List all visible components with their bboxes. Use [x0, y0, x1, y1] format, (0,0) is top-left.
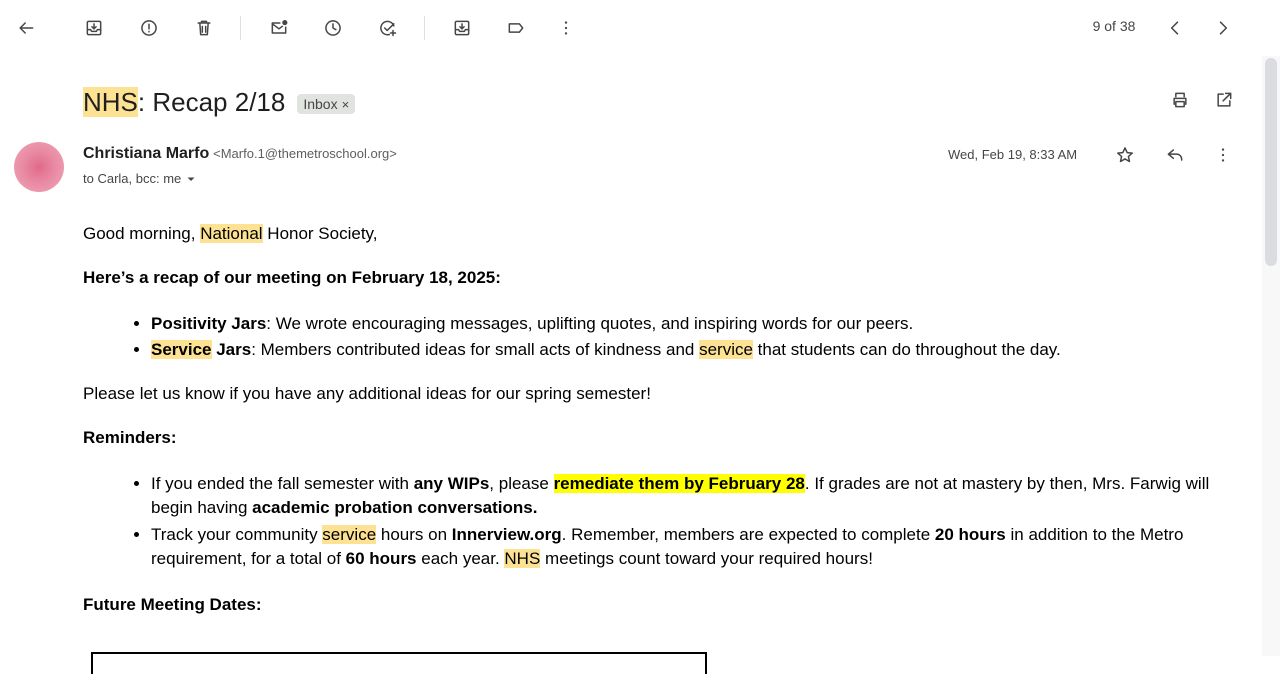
recap-list — [83, 312, 1223, 362]
next-email-icon[interactable] — [1203, 8, 1243, 48]
item-text: : Members contributed ideas for small acts of kindness and — [251, 340, 700, 359]
search-highlight: service — [699, 340, 753, 359]
item-text: : We wrote encouraging messages, uplifting quotes, and inspiring words for our peers. — [266, 314, 914, 333]
reminders-heading: Reminders: — [83, 428, 177, 447]
chevron-down-icon[interactable] — [185, 173, 197, 185]
list-item — [151, 338, 1223, 362]
sender-email: <Marfo.1@themetroschool.org> — [213, 146, 397, 161]
search-highlight: National — [200, 224, 263, 243]
item-text: Track your community — [151, 525, 323, 544]
report-spam-icon[interactable] — [129, 8, 169, 48]
more-vert-icon[interactable] — [1203, 135, 1243, 175]
search-highlight: service — [322, 525, 377, 544]
more-vert-icon[interactable] — [546, 8, 586, 48]
toolbar-divider — [424, 16, 425, 40]
back-arrow-icon[interactable] — [6, 8, 46, 48]
item-text: , please — [489, 474, 554, 493]
search-highlight: NHS — [504, 549, 541, 568]
pagination-count: 9 of 38 — [1092, 18, 1136, 34]
email-body — [83, 222, 1223, 617]
previous-email-icon[interactable] — [1155, 8, 1195, 48]
list-item — [151, 312, 1223, 336]
remove-label-icon[interactable]: × — [341, 96, 350, 112]
bold-text: Positivity Jars — [151, 314, 267, 333]
ideas-paragraph: Please let us know if you have any additional ideas for our spring semester! — [83, 384, 651, 403]
greeting-text: Good morning, — [83, 224, 201, 243]
label-text: Inbox — [303, 96, 338, 112]
item-text: in addition to the Metro requirement, for a total of — [151, 525, 1184, 568]
scrollbar-thumb[interactable] — [1265, 58, 1277, 266]
bold-text: academic probation conversations. — [252, 498, 538, 517]
item-text: If you ended the fall semester with — [151, 474, 414, 493]
bold-text: Jars — [211, 340, 252, 359]
print-icon[interactable] — [1160, 80, 1200, 120]
reminders-list — [83, 472, 1223, 571]
item-text: meetings count toward your required hours! — [540, 549, 873, 568]
bold-text: Innerview.org — [451, 525, 562, 544]
toolbar-divider — [240, 16, 241, 40]
subject-text: : Recap 2/18 — [137, 86, 286, 117]
mark-unread-icon[interactable] — [259, 8, 299, 48]
item-text: hours on — [376, 525, 452, 544]
add-task-icon[interactable] — [368, 8, 408, 48]
greeting-text: Honor Society, — [262, 224, 378, 243]
delete-icon[interactable] — [184, 8, 224, 48]
label-icon[interactable] — [496, 8, 536, 48]
message-toolbar — [0, 0, 1262, 56]
item-text: each year. — [416, 549, 505, 568]
yellow-highlight: remediate them by February 28 — [553, 474, 805, 493]
recap-heading: Here’s a recap of our meeting on February 18, 2025: — [83, 268, 501, 287]
sender-name[interactable]: Christiana Marfo — [83, 145, 210, 162]
bold-text: any WIPs — [413, 474, 490, 493]
reply-icon[interactable] — [1155, 135, 1195, 175]
item-text: . Remember, members are expected to complete — [561, 525, 935, 544]
meeting-dates-table — [91, 652, 707, 674]
greeting — [83, 222, 1223, 246]
future-meetings-heading: Future Meeting Dates: — [83, 595, 262, 614]
bold-text: 20 hours — [934, 525, 1006, 544]
star-icon[interactable] — [1105, 135, 1145, 175]
archive-icon[interactable] — [74, 8, 114, 48]
item-text: that students can do throughout the day. — [752, 340, 1061, 359]
item-text: . If grades are not at mastery by then, Mrs. Farwig will begin having — [151, 474, 1210, 517]
subject-row — [83, 82, 355, 122]
sender-info — [83, 145, 397, 163]
list-item — [151, 472, 1223, 520]
list-item — [151, 523, 1223, 571]
inbox-label-chip[interactable] — [297, 94, 355, 114]
move-to-icon[interactable] — [442, 8, 482, 48]
search-highlight: NHS — [83, 86, 138, 117]
search-highlight: Service — [151, 340, 212, 359]
recipients-text: to Carla, bcc: me — [83, 171, 182, 186]
recipients[interactable] — [83, 171, 197, 186]
open-new-window-icon[interactable] — [1204, 80, 1244, 120]
avatar[interactable] — [14, 142, 64, 192]
snooze-icon[interactable] — [313, 8, 353, 48]
bold-text: 60 hours — [345, 549, 417, 568]
email-subject — [83, 87, 285, 118]
email-date: Wed, Feb 19, 8:33 AM — [948, 147, 1078, 162]
